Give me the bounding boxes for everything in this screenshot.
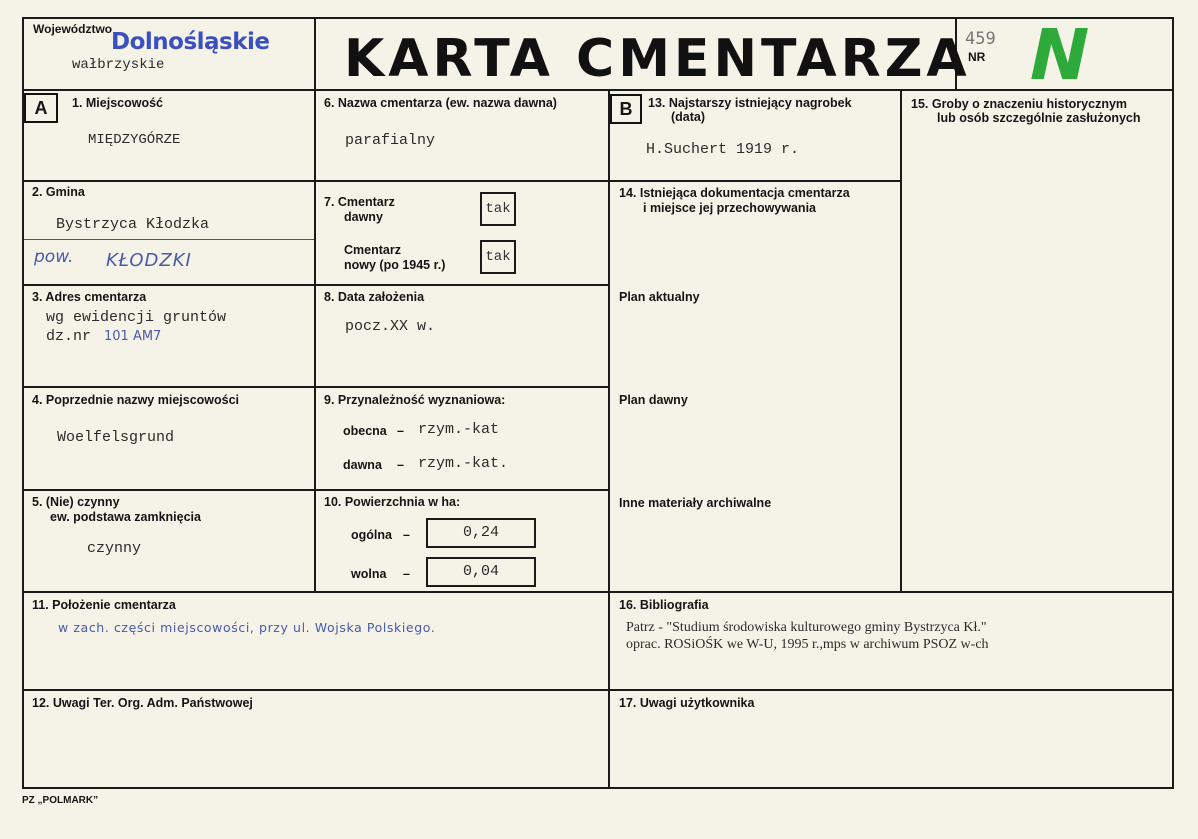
f2-value: Bystrzyca Kłodzka [56,216,210,233]
f14-label-line2: i miejsce jej przechowywania [643,201,816,215]
f10-total-value[interactable]: 0,24 [426,518,536,548]
f7-label-old-line2: dawny [344,210,383,224]
nr-label: NR [968,50,986,64]
f9-former-label: dawna [343,458,382,472]
f13-label-line1: 13. Najstarszy istniejący nagrobek [648,96,852,110]
f8-label: 8. Data założenia [324,290,425,304]
col-divider-2 [608,89,610,789]
frame-bottom [22,787,1174,789]
f1-value: MIĘDZYGÓRZE [88,132,181,148]
f16-label: 16. Bibliografia [619,598,709,612]
f14-plan-current: Plan aktualny [619,290,700,304]
f12-label: 12. Uwagi Ter. Org. Adm. Państwowej [32,696,253,710]
row-line-5 [22,591,1174,593]
row-line-2 [22,284,610,286]
f11-value: w zach. części miejscowości, przy ul. Wojska Polskiego. [58,620,436,635]
f8-value: pocz.XX w. [345,318,436,335]
f9-current-dash: – [397,424,404,438]
f14-other-materials: Inne materiały archiwalne [619,496,772,510]
f4-label: 4. Poprzednie nazwy miejscowości [32,393,240,407]
col-divider-1 [314,89,316,593]
f9-current-value: rzym.-kat [418,421,500,438]
frame-right [1172,17,1174,789]
f3-value-line2-typed: dz.nr [46,328,92,345]
f10-total-label: ogólna [351,528,392,542]
f5-label-line1: 5. (Nie) czynny [32,495,120,509]
f16-value-line1: Patrz - "Studium środowiska kulturowego gminy Bystrzyca Kł." [626,620,987,635]
voivodeship-typed: wałbrzyskie [72,57,165,73]
f10-free-value[interactable]: 0,04 [426,557,536,587]
f10-total-dash: – [403,528,410,542]
f5-value: czynny [87,540,142,557]
row-line-3 [22,386,610,388]
f9-label: 9. Przynależność wyznaniowa: [324,393,506,407]
f6-label: 6. Nazwa cmentarza (ew. nazwa dawna) [324,96,557,110]
row-line-1 [22,180,902,182]
category-mark-green: N [1021,14,1098,96]
f3-value-line1: wg ewidencji gruntów [46,309,227,326]
f7-label-new-line1: Cmentarz [344,243,401,257]
f15-label-line1: 15. Groby o znaczeniu historycznym [911,97,1128,111]
f2-label: 2. Gmina [32,185,85,199]
f17-label: 17. Uwagi użytkownika [619,696,755,710]
f7-label-new-line2: nowy (po 1945 r.) [344,258,446,272]
f3-label: 3. Adres cmentarza [32,290,147,304]
f2-hand-pow: pow. [34,247,74,267]
f16-value-line2: oprac. ROSiOŚK we W-U, 1995 r.,mps w archiwum PSOZ w-ch [626,637,989,652]
f10-free-dash: – [403,567,410,581]
frame-left [22,17,24,789]
row-line-6 [22,689,1174,691]
section-a-letter: A [24,93,58,123]
f13-value: H.Suchert 1919 r. [646,141,800,158]
f5-label-line2: ew. podstawa zamknięcia [50,510,201,524]
card-title: KARTA CMENTARZA [344,29,971,89]
f3-value-line2-hand: 101 AM7 [104,329,162,344]
f13-label-line2: (data) [671,110,706,124]
f4-value: Woelfelsgrund [57,429,175,446]
gmina-underline [24,239,314,240]
f11-label: 11. Położenie cmentarza [32,598,176,612]
f15-label-line2: lub osób szczególnie zasłużonych [937,111,1141,125]
f6-value: parafialny [345,132,436,149]
f2-hand-county: KŁODZKI [106,250,192,271]
header-divider-1 [314,17,316,91]
frame-top [22,17,1174,19]
col-divider-3 [900,89,902,593]
f7-old-checkbox[interactable]: tak [480,192,516,226]
row-line-4 [22,489,610,491]
f10-free-label: wolna [351,567,387,581]
f1-label: 1. Miejscowość [72,96,164,110]
f9-current-label: obecna [343,424,387,438]
f14-plan-former: Plan dawny [619,393,688,407]
f7-label-old-line1: 7. Cmentarz [324,195,395,209]
f10-label: 10. Powierzchnia w ha: [324,495,461,509]
printer-footer: PZ „POLMARK” [22,795,99,806]
section-b-letter: B [610,94,642,124]
header-bottom [22,89,1174,91]
f7-new-checkbox[interactable]: tak [480,240,516,274]
voivodeship-label: Województwo [33,22,113,36]
f9-former-dash: – [397,458,404,472]
f14-label-line1: 14. Istniejąca dokumentacja cmentarza [619,186,850,200]
f9-former-value: rzym.-kat. [418,455,509,472]
voivodeship-stamp: Dolnośląskie [111,29,270,55]
nr-handwritten: 459 [965,29,996,49]
